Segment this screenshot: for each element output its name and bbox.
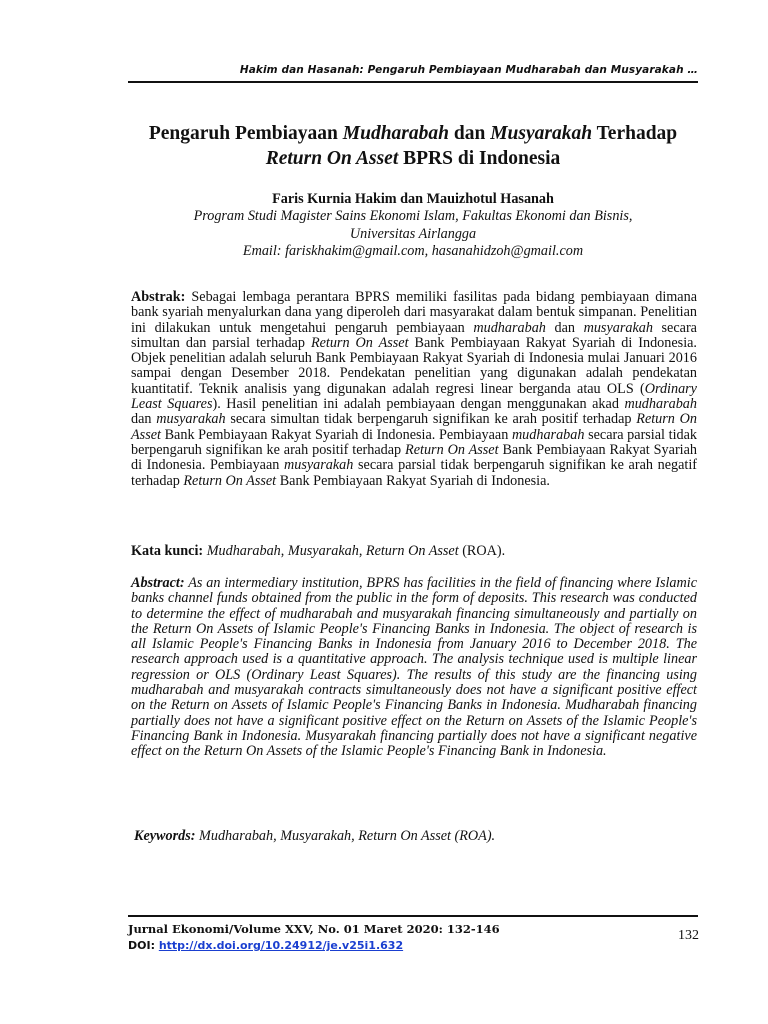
doi-link[interactable]: http://dx.doi.org/10.24912/je.v25i1.632 [158,939,404,952]
abstrak-label: Abstrak: [131,289,186,305]
abstract-text: As an intermediary institution, BPRS has facilities in the field of financing where Islamic banks channel funds obtained from the public in the form of deposits. This research was conducted to determine the effect of mudharabah and musyarakah financing simultaneously and partially on the Return On Assets of Islamic People's Financing Banks in Indonesia. The object of research is all Islamic People's Financing Banks in Indonesia from January 2016 to December 2018. The research approach used is a quantitative approach. The analysis technique used is multiple linear regression or OLS (Ordinary Least Squares). The results of this study are the financing using mudharabah and musyarakah contracts simultaneously does not have a significant positive effect on the Return on Assets of Islamic People's Financing Banks in Indonesia. Mudharabah financing partially does not have a significant positive effect on the Return on Assets of the Islamic People's Financing Bank in Indonesia. Musyarakah financing partially does not have a significant negative effect on the Return On Assets of the Islamic People's Financing Bank in Indonesia. [131,575,697,760]
paper-title: Pengaruh Pembiayaan Mudharabah dan Musyarakah Terhadap Return On Asset BPRS di Indonesia [148,123,678,169]
running-head: Hakim dan Hasanah: Pengaruh Pembiayaan Mudharabah dan Musyarakah … [239,64,698,76]
footer-divider [128,915,698,917]
author-email: Email: fariskhakim@gmail.com, hasanahidzoh@gmail.com [242,242,584,259]
keywords-label: Keywords: [134,828,196,844]
page-number: 132 [678,928,699,943]
abstract-english [131,576,697,760]
author-block [108,191,718,260]
abstrak-paragraph: Abstrak: Sebagai lembaga perantara BPRS memiliki fasilitas pada bidang pembiayaan dimana bank syariah menyalurkan dana yang diperoleh dari masyarakat dalam bentuk simpanan. Penelitian ini dilakukan untuk mengetahui pengaruh pembiayaan mudharabah dan musyarakah secara simultan dan parsial terhadap Return On Asset Bank Pembiayaan Rakyat Syariah di Indonesia. Objek penelitian adalah seluruh Bank Pembiayaan Rakyat Syariah di Indonesia mulai Januari 2016 sampai dengan Desember 2018. Pendekatan penelitian yang digunakan adalah pendekatan kuantitatif. Teknik analisis yang digunakan adalah regresi linear berganda atau OLS (Ordinary Least Squares). Hasil penelitian ini adalah pembiayaan dengan menggunakan akad mudharabah dan musyarakah secara simultan tidak berpengaruh signifikan ke arah positif terhadap Return On Asset Bank Pembiayaan Rakyat Syariah di Indonesia. Pembiayaan mudharabah secara parsial tidak berpengaruh signifikan ke arah positif terhadap Return On Asset Bank Pembiayaan Rakyat Syariah di Indonesia. Pembiayaan musyarakah secara parsial tidak berpengaruh signifikan ke arah negatif terhadap Return On Asset Bank Pembiayaan Rakyat Syariah di Indonesia. [131,289,698,489]
doi-line: DOI: http://dx.doi.org/10.24912/je.v25i1.632 [128,939,404,952]
header-divider [128,81,698,83]
authors: Faris Kurnia Hakim dan Mauizhotul Hasanah [272,191,554,207]
kata-kunci-label: Kata kunci: [131,543,204,559]
abstract-label: Abstract: [131,575,185,591]
affiliation-line-2: Universitas Airlangga [349,225,477,242]
journal-citation: Jurnal Ekonomi/Volume XXV, No. 01 Maret 2020: 132-146 [128,922,500,936]
keywords-english: Keywords: Mudharabah, Musyarakah, Return On Asset (ROA). [134,828,496,844]
affiliation-line-1: Program Studi Magister Sains Ekonomi Islam, Fakultas Ekonomi dan Bisnis, [193,208,633,225]
kata-kunci: Kata kunci: Mudharabah, Musyarakah, Return On Asset (ROA). [131,543,506,559]
abstrak-section [131,290,697,489]
